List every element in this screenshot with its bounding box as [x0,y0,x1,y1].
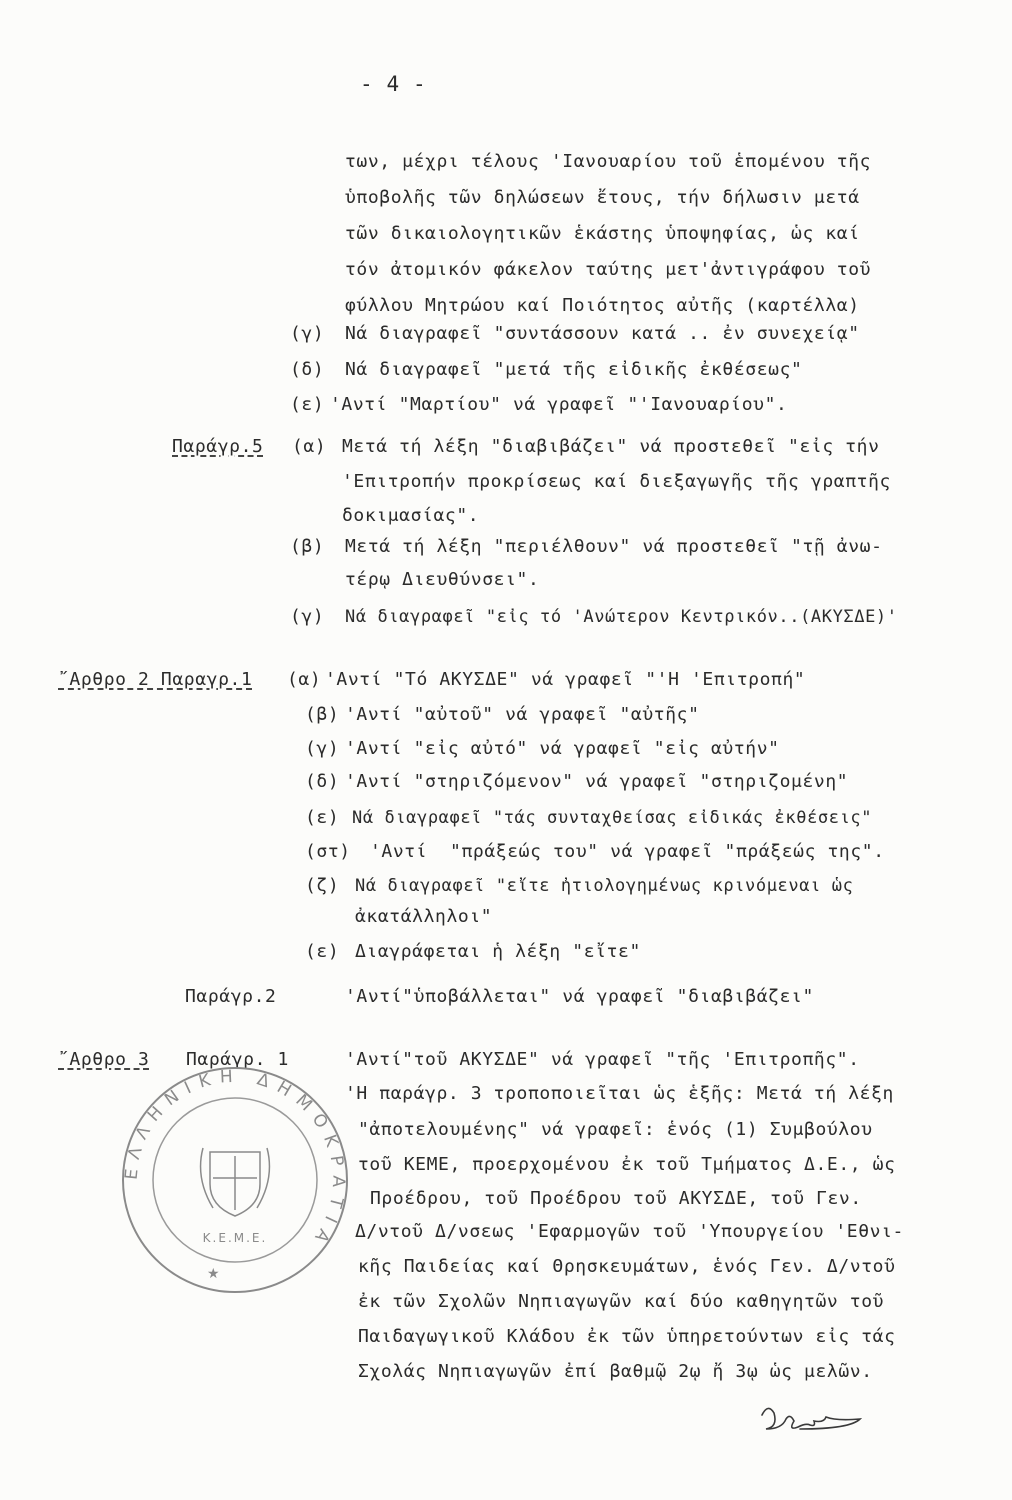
item-marker: (ε) [290,394,325,415]
item-text: 'Αντί "Μαρτίου" νά γραφεῖ "'Ιανουαρίου". [330,394,788,415]
text-line: 'Η παράγρ. 3 τροποποιεῖται ὡς ἑξῆς: Μετά τή λέξη [345,1083,894,1104]
official-seal [115,1060,355,1300]
page-number: - 4 - [360,72,427,96]
text-line: δοκιμασίας". [342,505,480,526]
text-line: ὑποβολῆς τῶν δηλώσεων ἔτους, τήν δήλωσιν μετά [345,187,860,208]
seal-inner-text: Κ.Ε.Μ.Ε. [202,1231,268,1245]
item-text: Νά διαγραφεῖ "συντάσσουν κατά .. ἐν συνεχείᾳ" [345,323,860,344]
text-line: 'Επιτροπήν προκρίσεως καί διεξαγωγῆς τῆς γραπτῆς [342,471,891,492]
paragraph-heading: Παράγρ.5 [172,436,264,457]
seal-outer-text: ΕΛΛΗΝΙΚΗ ΔΗΜΟΚΡΑΤΙΑ [121,1066,349,1254]
text-line: κῆς Παιδείας καί Θρησκευμάτων, ἑνός Γεν. Δ/ντοῦ [358,1256,896,1277]
item-text: Νά διαγραφεῖ "τάς συνταχθείσας εἰδικάς ἐκθέσεις" [352,808,873,828]
item-text: Διαγράφεται ἡ λέξη "εἴτε" [355,941,641,962]
text-line: ἐκ τῶν Σχολῶν Νηπιαγωγῶν καί δύο καθηγητῶν τοῦ [358,1291,885,1312]
item-marker: (β) [290,536,325,557]
item-text: Νά διαγραφεῖ "εἴτε ἠτιολογημένως κρινόμεναι ὡς [355,876,854,896]
text-line: Μετά τή λέξη "περιέλθουν" νά προστεθεῖ "τῇ ἀνω- [345,536,883,557]
article-heading: ῎Αρθρο 3 [58,1049,150,1070]
item-text: 'Αντί "εἰς αὐτό" νά γραφεῖ "εἰς αὐτήν" [345,738,780,759]
signature [748,1395,888,1443]
item-text: Νά διαγραφεῖ "μετά τῆς εἰδικῆς ἐκθέσεως" [345,359,803,380]
text-line: Νά διαγραφεῖ "εἰς τό 'Ανώτερον Κεντρικόν..(ΑΚΥΣΔΕ)' [345,607,898,627]
seal-star-icon: ★ [207,1266,220,1282]
text-line: 'Αντί"τοῦ ΑΚΥΣΔΕ" νά γραφεῖ "τῆς 'Επιτροπῆς". [345,1049,860,1070]
article-heading: ῎Αρθρο 2 Παραγρ.1 [58,669,253,690]
item-marker: (δ) [290,359,325,380]
item-text: 'Αντί "πράξεώς του" νά γραφεῖ "πράξεώς της". [370,841,885,862]
item-text: 'Αντί "αὐτοῦ" νά γραφεῖ "αὐτῆς" [345,704,700,725]
text-line: Προέδρου, τοῦ Προέδρου τοῦ ΑΚΥΣΔΕ, τοῦ Γεν. [370,1188,862,1209]
text-line: Δ/ντοῦ Δ/νσεως 'Εφαρμογῶν τοῦ 'Υπουργείου 'Εθνι- [355,1221,904,1242]
item-marker: (β) [305,704,340,725]
text-line: Σχολάς Νηπιαγωγῶν ἐπί βαθμῷ 2ῳ ἤ 3ῳ ὡς μελῶν. [358,1361,873,1382]
text-line: 'Αντί"ὑποβάλλεται" νά γραφεῖ "διαβιβάζει" [345,986,814,1007]
paragraph-label: Παράγρ.2 [185,986,277,1007]
text-line: Μετά τή λέξη "διαβιβάζει" νά προστεθεῖ "εἰς τήν [342,436,880,457]
item-marker: (δ) [305,771,340,792]
item-text: 'Αντί "στηριζόμενον" νά γραφεῖ "στηριζομένη" [345,771,849,792]
text-line: τέρῳ Διευθύνσει". [345,569,540,590]
item-marker: (στ) [305,841,351,862]
text-line: των, μέχρι τέλους 'Ιανουαρίου τοῦ ἑπομένου τῆς [345,151,872,172]
text-line: τῶν δικαιολογητικῶν ἑκάστης ὑποψηφίας, ὡς καί [345,223,860,244]
item-marker: (γ) [290,323,325,344]
item-text: 'Αντί "Τό ΑΚΥΣΔΕ" νά γραφεῖ "'Η 'Επιτροπή" [325,669,806,690]
text-line: "ἀποτελουμένης" νά γραφεῖ: ἑνός (1) Συμβούλου [358,1119,873,1140]
paragraph-label: Παράγρ. 1 [186,1049,289,1070]
text-line: τόν ἀτομικόν φάκελον ταύτης μετ'ἀντιγράφου τοῦ [345,259,872,280]
coat-of-arms-icon [201,1148,270,1216]
item-marker: (γ) [290,606,325,627]
item-marker: (ε) [305,941,340,962]
text-line: φύλλου Μητρώου καί Ποιότητος αὐτῆς (καρτέλλα) [345,295,860,316]
item-marker: (ζ) [305,875,340,896]
item-marker: (ε) [305,807,340,828]
item-text: ἀκατάλληλοι" [355,906,493,927]
item-marker: (α) [292,436,327,457]
item-marker: (α) [287,669,322,690]
text-line: τοῦ ΚΕΜΕ, προερχομένου ἐκ τοῦ Τμήματος Δ.Ε., ὡς [358,1154,896,1175]
item-marker: (γ) [305,738,340,759]
text-line: Παιδαγωγικοῦ Κλάδου ἐκ τῶν ὑπηρετούντων εἰς τάς [358,1326,896,1347]
